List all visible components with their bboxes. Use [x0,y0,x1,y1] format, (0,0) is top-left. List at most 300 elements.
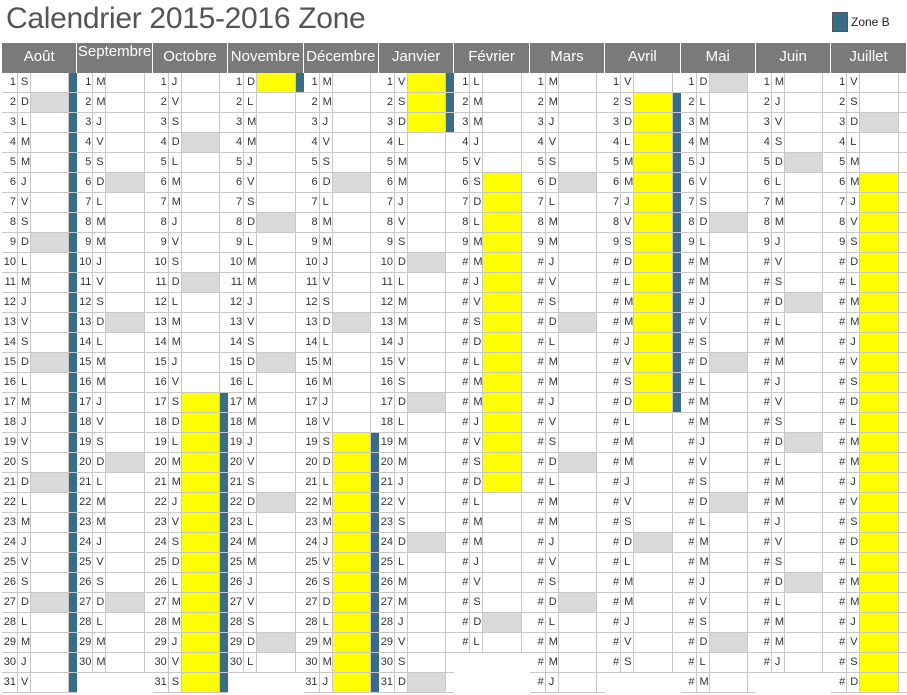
zone-marker [823,253,831,272]
day-number: 3 [379,113,395,132]
zone-marker [748,153,756,172]
day-row [605,413,680,433]
zone-marker [597,373,605,392]
weekday-letter: V [621,213,634,232]
day-number: # [831,653,847,672]
weekday-letter: S [470,173,483,192]
zone-marker [522,533,530,552]
vacation-cell [559,173,597,192]
weekday-letter: S [546,293,559,312]
zone-marker [597,513,605,532]
weekday-letter: L [546,473,559,492]
vacation-cell [106,233,144,252]
zone-marker [597,193,605,212]
day-row [228,173,303,193]
day-number: # [681,553,697,572]
day-number: 15 [379,353,395,372]
day-row [2,333,77,353]
weekday-letter: M [244,413,257,432]
weekday-letter: V [320,413,333,432]
day-row [379,593,454,613]
weekday-letter: V [320,553,333,572]
day-number: 5 [304,153,320,172]
weekday-letter: D [847,533,860,552]
vacation-cell [710,293,748,312]
day-row [681,353,756,373]
day-row [681,253,756,273]
day-number: 8 [153,213,169,232]
zone-marker [371,133,379,152]
day-row [77,153,152,173]
zone-marker [69,133,77,152]
day-row [228,673,303,693]
vacation-cell [785,133,823,152]
zone-marker [823,593,831,612]
vacation-cell [408,493,446,512]
zone-marker [899,553,907,572]
zone-marker [597,433,605,452]
zone-marker [446,673,454,692]
day-row [530,373,605,393]
day-row [77,433,152,453]
weekday-letter: D [470,193,483,212]
day-row [2,673,77,693]
day-number: 9 [454,233,470,252]
day-row [530,613,605,633]
day-number: 9 [304,233,320,252]
day-number: 7 [605,193,621,212]
zone-marker [296,293,304,312]
zone-marker [522,153,530,172]
zone-marker [899,153,907,172]
day-row [153,593,228,613]
weekday-letter: J [169,353,182,372]
day-row [756,453,831,473]
day-row [2,593,77,613]
day-number: 1 [153,73,169,92]
weekday-letter: S [93,153,106,172]
day-row [530,393,605,413]
zone-marker [748,333,756,352]
day-number: 19 [304,433,320,452]
day-row [756,273,831,293]
vacation-cell [785,653,823,672]
vacation-cell [634,633,672,652]
day-row [77,373,152,393]
weekday-letter: M [546,213,559,232]
zone-marker [69,233,77,252]
month-header: Août [2,43,77,73]
day-number: # [605,473,621,492]
vacation-cell [559,293,597,312]
zone-marker [69,193,77,212]
zone-marker [296,433,304,452]
vacation-cell [333,593,371,612]
day-number: # [605,273,621,292]
weekday-letter: M [772,493,785,512]
day-row [304,193,379,213]
zone-marker [899,213,907,232]
day-number: 2 [454,93,470,112]
vacation-cell [483,593,521,612]
day-number: 20 [153,453,169,472]
day-row [756,293,831,313]
zone-marker [69,413,77,432]
day-number: 17 [77,393,93,412]
weekday-letter: J [621,193,634,212]
weekday-letter: D [395,393,408,412]
zone-marker [69,153,77,172]
weekday-letter: M [847,313,860,332]
vacation-cell [710,633,748,652]
vacation-cell [31,153,69,172]
zone-marker [597,453,605,472]
weekday-letter: M [395,573,408,592]
zone-marker [522,253,530,272]
weekday-letter: M [470,513,483,532]
weekday-letter: D [169,553,182,572]
day-number: # [756,453,772,472]
zone-marker [748,313,756,332]
day-number: 1 [228,73,244,92]
day-row [153,333,228,353]
day-row [379,453,454,473]
day-row [379,433,454,453]
day-row [454,533,529,553]
day-number: 8 [228,213,244,232]
vacation-cell [483,433,521,452]
day-number: # [756,273,772,292]
weekday-letter: M [320,653,333,672]
weekday-letter: M [546,633,559,652]
day-number: 6 [153,173,169,192]
zone-marker [446,313,454,332]
vacation-cell [106,553,144,572]
vacation-cell [257,233,295,252]
weekday-letter: L [395,273,408,292]
vacation-cell [483,73,521,92]
day-row [605,673,680,693]
day-number: 24 [77,533,93,552]
weekday-letter: M [320,233,333,252]
vacation-cell [483,233,521,252]
day-number: 4 [228,133,244,152]
vacation-cell [31,433,69,452]
day-row [77,273,152,293]
vacation-cell [634,413,672,432]
zone-marker [522,413,530,432]
day-row [831,133,906,153]
day-row [756,113,831,133]
weekday-letter: D [244,353,257,372]
day-row [605,233,680,253]
day-number: # [454,313,470,332]
day-row [831,453,906,473]
day-number: 2 [681,93,697,112]
day-row [530,93,605,113]
day-row [228,233,303,253]
zone-marker [446,73,454,92]
day-row [2,533,77,553]
day-number: # [530,353,546,372]
weekday-letter: M [395,593,408,612]
day-number: 10 [379,253,395,272]
zone-marker [673,453,681,472]
day-row [605,173,680,193]
zone-marker [145,213,153,232]
day-row [605,393,680,413]
zone-marker [899,333,907,352]
day-row [379,413,454,433]
day-row [756,393,831,413]
weekday-letter: S [18,213,31,232]
day-number: # [756,613,772,632]
day-row [2,193,77,213]
day-row [304,653,379,673]
day-row [454,493,529,513]
vacation-cell [860,273,898,292]
weekday-letter: J [847,473,860,492]
vacation-cell [483,373,521,392]
zone-marker [220,133,228,152]
month-column [379,43,454,693]
weekday-letter: J [772,653,785,672]
vacation-cell [106,173,144,192]
zone-marker [220,393,228,412]
day-number: 10 [228,253,244,272]
zone-marker [823,333,831,352]
day-number: 14 [2,333,18,352]
zone-marker [673,173,681,192]
zone-marker [371,473,379,492]
day-row [304,613,379,633]
day-number: # [530,533,546,552]
zone-marker [522,373,530,392]
zone-marker [145,333,153,352]
zone-marker [522,453,530,472]
zone-marker [220,353,228,372]
day-number: # [681,653,697,672]
zone-marker [371,613,379,632]
day-number: 6 [228,173,244,192]
zone-marker [371,453,379,472]
day-number: 12 [304,293,320,312]
weekday-letter: M [847,293,860,312]
day-number: 26 [77,573,93,592]
day-number: 31 [153,673,169,692]
weekday-letter: V [395,633,408,652]
zone-marker [220,653,228,672]
vacation-cell [710,273,748,292]
day-number: 9 [756,233,772,252]
day-row [2,513,77,533]
day-number: # [605,453,621,472]
day-row [831,633,906,653]
vacation-cell [634,333,672,352]
vacation-cell [257,373,295,392]
vacation-cell [408,353,446,372]
vacation-cell [860,333,898,352]
day-number: 28 [2,613,18,632]
day-row [756,353,831,373]
vacation-cell [31,173,69,192]
vacation-cell [257,593,295,612]
vacation-cell [483,553,521,572]
day-row [681,593,756,613]
vacation-cell [408,253,446,272]
vacation-cell [710,233,748,252]
day-row [530,473,605,493]
day-row [831,113,906,133]
vacation-cell [785,293,823,312]
weekday-letter: M [395,293,408,312]
day-number: # [530,293,546,312]
day-row [756,633,831,653]
weekday-letter: S [244,473,257,492]
vacation-cell [257,73,295,92]
zone-marker [823,633,831,652]
zone-marker [220,173,228,192]
weekday-letter: M [697,113,710,132]
zone-marker [673,133,681,152]
weekday-letter: J [18,413,31,432]
vacation-cell [634,233,672,252]
month-column [681,43,756,693]
vacation-cell [182,113,220,132]
day-row [304,633,379,653]
day-number: 1 [77,73,93,92]
day-number: 5 [681,153,697,172]
day-number: 6 [304,173,320,192]
weekday-letter: M [546,653,559,672]
day-number: 3 [153,113,169,132]
weekday-letter: M [320,353,333,372]
vacation-cell [31,553,69,572]
day-row [605,73,680,93]
weekday-letter: D [470,613,483,632]
vacation-cell [559,533,597,552]
weekday-letter: M [546,73,559,92]
weekday-letter: M [697,533,710,552]
day-number: 31 [304,673,320,692]
vacation-cell [106,73,144,92]
day-row [304,313,379,333]
day-number: # [454,633,470,652]
vacation-cell [710,513,748,532]
day-row [681,413,756,433]
day-row [153,113,228,133]
day-row [530,113,605,133]
vacation-cell [634,653,672,672]
weekday-letter: S [546,153,559,172]
day-row [605,133,680,153]
weekday-letter: V [697,593,710,612]
day-row [153,553,228,573]
zone-marker [899,193,907,212]
vacation-cell [559,233,597,252]
vacation-cell [408,73,446,92]
weekday-letter: L [93,613,106,632]
vacation-cell [710,133,748,152]
day-row [2,233,77,253]
vacation-cell [785,233,823,252]
vacation-cell [408,653,446,672]
zone-marker [673,393,681,412]
zone-marker [748,393,756,412]
day-row [77,73,152,93]
weekday-letter: L [697,373,710,392]
day-number: 24 [153,533,169,552]
day-number: 28 [153,613,169,632]
day-number: # [605,553,621,572]
vacation-cell [408,213,446,232]
zone-marker [220,193,228,212]
day-row [605,353,680,373]
day-row [681,153,756,173]
day-row [681,193,756,213]
weekday-letter: M [244,393,257,412]
vacation-cell [860,553,898,572]
day-number: 18 [304,413,320,432]
day-number: # [681,613,697,632]
day-row [153,373,228,393]
vacation-cell [106,533,144,552]
weekday-letter: L [244,513,257,532]
weekday-letter: V [697,173,710,192]
day-row [831,73,906,93]
vacation-cell [106,613,144,632]
weekday-letter: J [395,473,408,492]
vacation-cell [257,533,295,552]
weekday-letter: L [546,193,559,212]
vacation-cell [860,413,898,432]
weekday-letter: D [621,393,634,412]
day-row [756,593,831,613]
zone-marker [69,673,77,692]
zone-marker [69,313,77,332]
day-number: 10 [153,253,169,272]
zone-marker [597,153,605,172]
day-row [454,213,529,233]
day-row [379,573,454,593]
day-row [77,213,152,233]
zone-marker [823,113,831,132]
vacation-cell [333,553,371,572]
weekday-letter: L [320,613,333,632]
weekday-letter: L [470,493,483,512]
day-row [304,553,379,573]
vacation-cell [860,73,898,92]
day-row [2,453,77,473]
weekday-letter: D [320,173,333,192]
zone-marker [69,113,77,132]
day-row [681,213,756,233]
day-row [454,433,529,453]
day-row [831,333,906,353]
vacation-cell [333,473,371,492]
weekday-letter: S [18,453,31,472]
zone-marker [597,353,605,372]
weekday-letter: V [244,593,257,612]
day-row [379,513,454,533]
vacation-cell [257,393,295,412]
zone-marker [69,353,77,372]
day-number: 9 [228,233,244,252]
weekday-letter: D [847,673,860,692]
zone-marker [899,373,907,392]
zone-marker [899,393,907,412]
vacation-cell [333,433,371,452]
